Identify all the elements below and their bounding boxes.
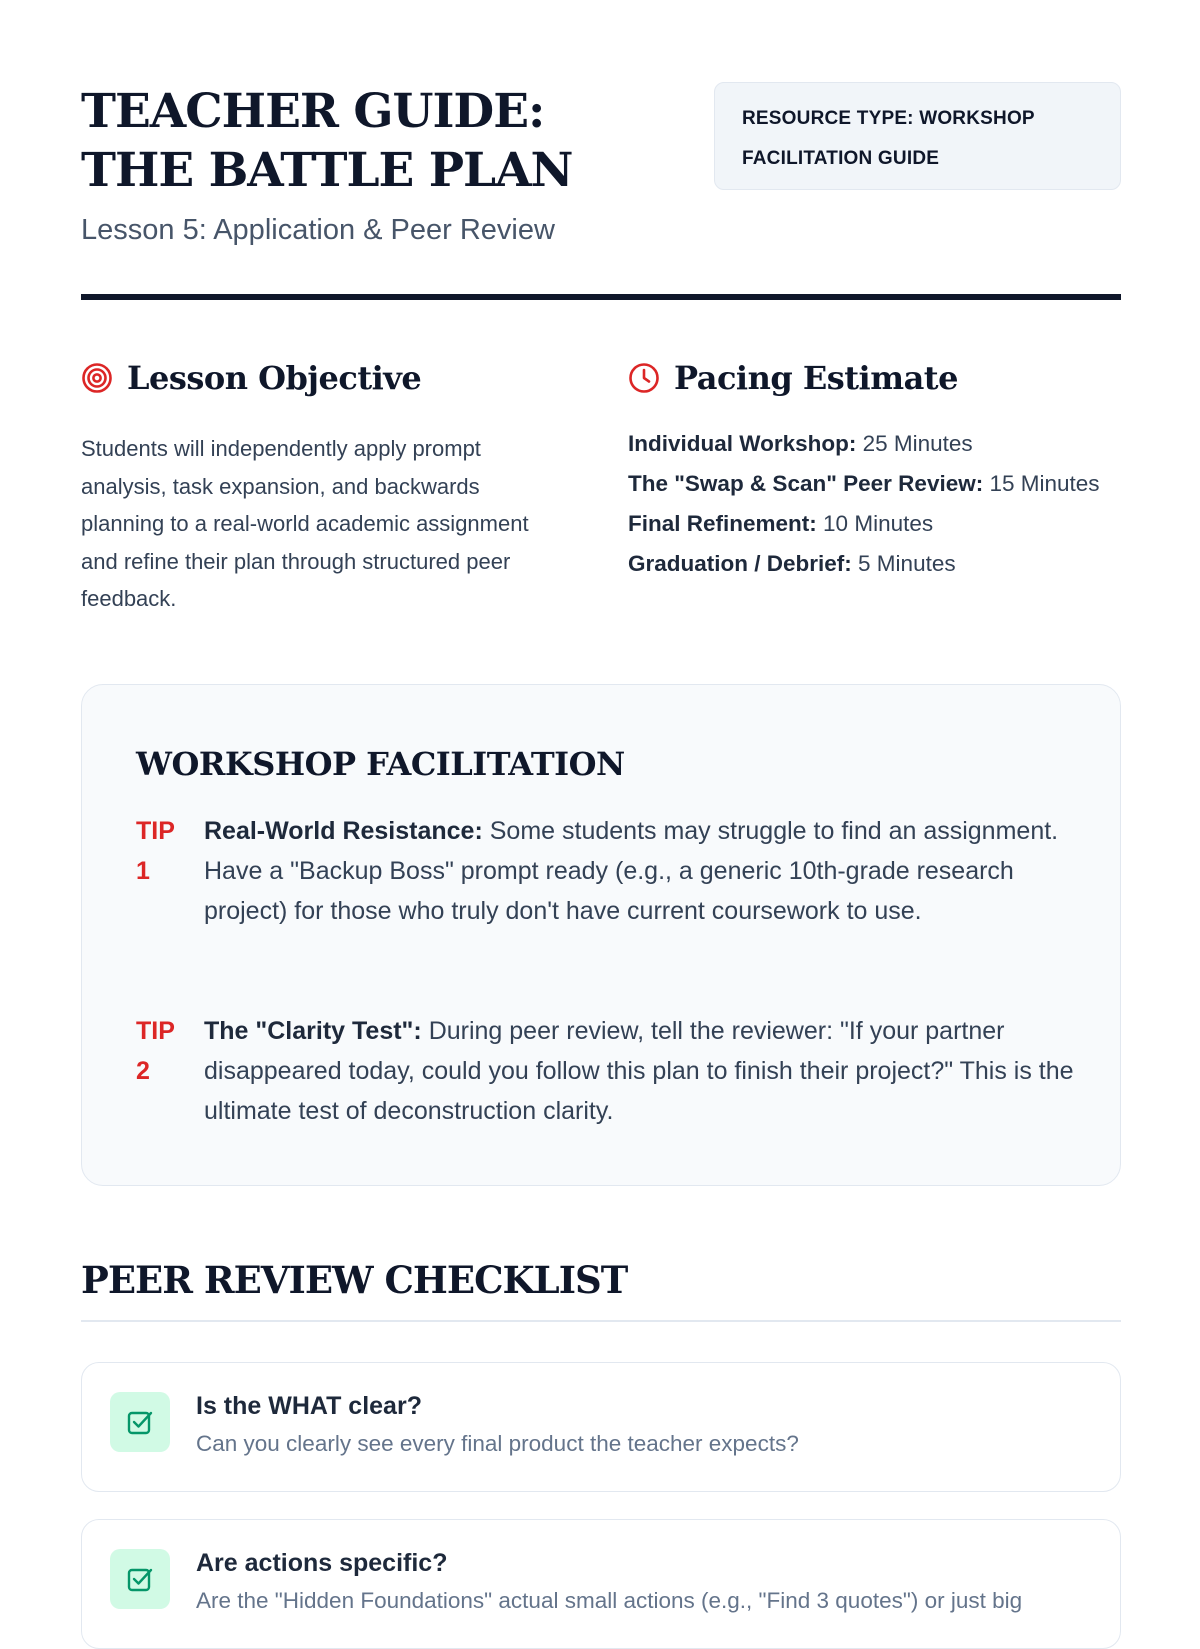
workshop-facilitation-panel bbox=[81, 684, 1121, 1186]
lesson-objective-heading: Lesson Objective bbox=[127, 359, 422, 397]
page-subtitle: Lesson 5: Application & Peer Review bbox=[81, 214, 555, 246]
checklist-item bbox=[81, 1362, 1121, 1492]
pacing-estimate-section bbox=[628, 358, 1121, 584]
checklist-detail: Are the "Hidden Foundations" actual small actions (e.g., "Find 3 quotes") or just big bbox=[196, 1588, 1023, 1613]
pacing-item: Final Refinement: 10 Minutes bbox=[628, 511, 934, 536]
header-divider bbox=[81, 294, 1121, 300]
workshop-facilitation-heading: WORKSHOP FACILITATION bbox=[136, 745, 625, 783]
page-title: TEACHER GUIDE: THE BATTLE PLAN bbox=[81, 84, 573, 198]
checklist-question: Is the WHAT clear? bbox=[196, 1392, 422, 1420]
pacing-item: Graduation / Debrief: 5 Minutes bbox=[628, 551, 956, 576]
pacing-estimate-heading: Pacing Estimate bbox=[674, 359, 958, 397]
target-icon bbox=[81, 362, 113, 394]
pacing-item: Individual Workshop: 25 Minutes bbox=[628, 431, 973, 456]
checkbox-checked-icon[interactable] bbox=[110, 1392, 170, 1452]
peer-review-heading: PEER REVIEW CHECKLIST bbox=[81, 1258, 628, 1302]
tip-text: Real-World Resistance: Some students may struggle to find an assignment. Have a "Backup Boss" prompt ready (e.g., a generic 10th-grade research project) for those who truly don't have current coursework to use. bbox=[204, 817, 1059, 925]
checklist-question: Are actions specific? bbox=[196, 1549, 448, 1577]
resource-type-badge: RESOURCE TYPE: WORKSHOP FACILITATION GUIDE bbox=[714, 82, 1121, 190]
facilitation-tip bbox=[136, 1011, 1076, 1131]
pacing-item: The "Swap & Scan" Peer Review: 15 Minutes bbox=[628, 471, 1100, 496]
page-header bbox=[81, 82, 1121, 252]
tip-label: TIP 1 bbox=[136, 817, 175, 885]
peer-review-divider bbox=[81, 1320, 1121, 1322]
clock-icon bbox=[628, 362, 660, 394]
facilitation-tip bbox=[136, 811, 1076, 931]
teacher-guide-page bbox=[81, 0, 1121, 1613]
pacing-list bbox=[628, 424, 1121, 584]
checklist-item bbox=[81, 1519, 1121, 1649]
checklist-detail: Can you clearly see every final product the teacher expects? bbox=[196, 1431, 799, 1456]
lesson-objective-text: Students will independently apply prompt analysis, task expansion, and backwards planning to a real-world academic assignment and refine their plan through structured peer feedback. bbox=[81, 436, 529, 611]
lesson-objective-section bbox=[81, 358, 561, 618]
tip-text: The "Clarity Test": During peer review, tell the reviewer: "If your partner disappeared today, could you follow this plan to finish their project?" This is the ultimate test of deconstruction clarity. bbox=[204, 1017, 1074, 1125]
tip-label: TIP 2 bbox=[136, 1017, 175, 1085]
checkbox-checked-icon[interactable] bbox=[110, 1549, 170, 1609]
